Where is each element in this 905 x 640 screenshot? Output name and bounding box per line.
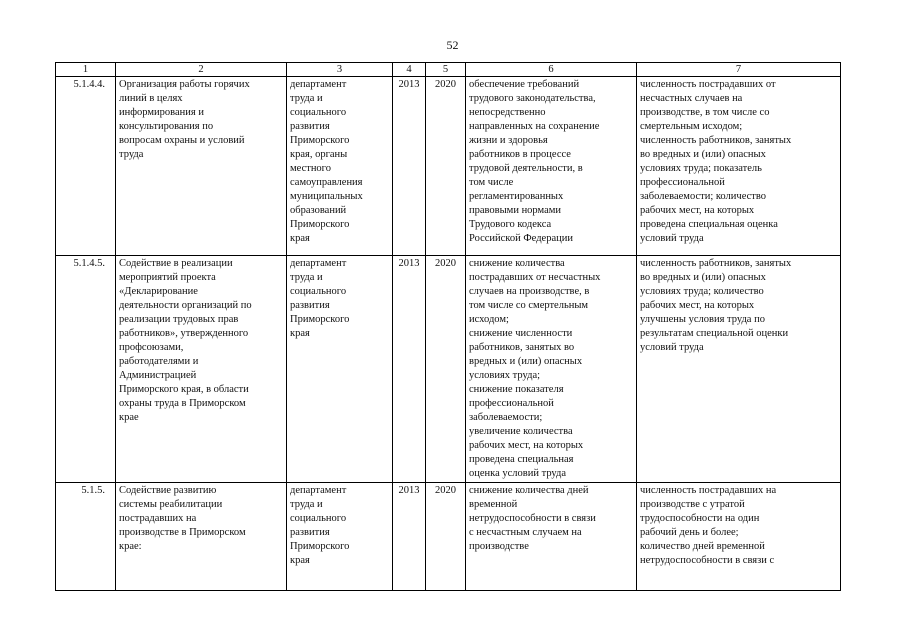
column-header: 4 — [393, 63, 426, 77]
item-executor: департамент труда и социального развития Приморского края, органы местного самоуправления муниципальных образований Приморского края — [287, 77, 393, 256]
item-result: снижение количества пострадавших от несчастных случаев на производстве, в том числе со смертельным исходом; снижение численности работников, занятых во вредных и (или) опасных условиях труда; снижение показателя профессиональной заболеваемости; увеличение количества рабочих мест, на которых проведена специальная оценка условий труда — [466, 256, 637, 483]
item-indicators: численность работников, занятых во вредных и (или) опасных условиях труда; количество рабочих мест, на которых улучшены условия труда по результатам специальной оценки условий труда — [637, 256, 841, 483]
item-executor: департамент труда и социального развития Приморского края — [287, 256, 393, 483]
table-header-row — [56, 63, 841, 77]
column-header: 3 — [287, 63, 393, 77]
item-name: Содействие в реализации мероприятий проекта «Декларирование деятельности организаций по реализации трудовых прав работников», утвержденного профсоюзами, работодателями и Администрацией Приморского края, в области охраны труда в Приморском крае — [116, 256, 287, 483]
item-end-year: 2020 — [426, 77, 466, 256]
item-indicators: численность пострадавших от несчастных случаев на производстве, в том числе со смертельным исходом; численность работников, занятых во вредных и (или) опасных условиях труда; показатель профессиональной заболеваемости; количество рабочих мест, на которых проведена специальная оценка условий труда — [637, 77, 841, 256]
program-table — [55, 62, 841, 591]
item-name: Организация работы горячих линий в целях информирования и консультирования по вопросам охраны и условий труда — [116, 77, 287, 256]
page-number: 52 — [446, 38, 459, 52]
item-executor: департамент труда и социального развития Приморского края — [287, 483, 393, 591]
item-start-year: 2013 — [393, 77, 426, 256]
item-start-year: 2013 — [393, 256, 426, 483]
item-number: 5.1.4.5. — [56, 256, 116, 483]
table-row — [56, 483, 841, 591]
item-indicators: численность пострадавших на производстве с утратой трудоспособности на один рабочий день и более; количество дней временной нетрудоспособности в связи с — [637, 483, 841, 591]
column-header: 2 — [116, 63, 287, 77]
item-result: снижение количества дней временной нетрудоспособности в связи с несчастным случаем на производстве — [466, 483, 637, 591]
item-end-year: 2020 — [426, 483, 466, 591]
table-row — [56, 256, 841, 483]
column-header: 6 — [466, 63, 637, 77]
column-header: 5 — [426, 63, 466, 77]
item-number: 5.1.5. — [56, 483, 116, 591]
column-header: 7 — [637, 63, 841, 77]
table-row — [56, 77, 841, 256]
item-end-year: 2020 — [426, 256, 466, 483]
item-start-year: 2013 — [393, 483, 426, 591]
item-name: Содействие развитию системы реабилитации пострадавших на производстве в Приморском крае: — [116, 483, 287, 591]
item-result: обеспечение требований трудового законодательства, непосредственно направленных на сохранение жизни и здоровья работников в процессе трудовой деятельности, в том числе регламентированных правовыми нормами Трудового кодекса Российской Федерации — [466, 77, 637, 256]
item-number: 5.1.4.4. — [56, 77, 116, 256]
column-header: 1 — [56, 63, 116, 77]
